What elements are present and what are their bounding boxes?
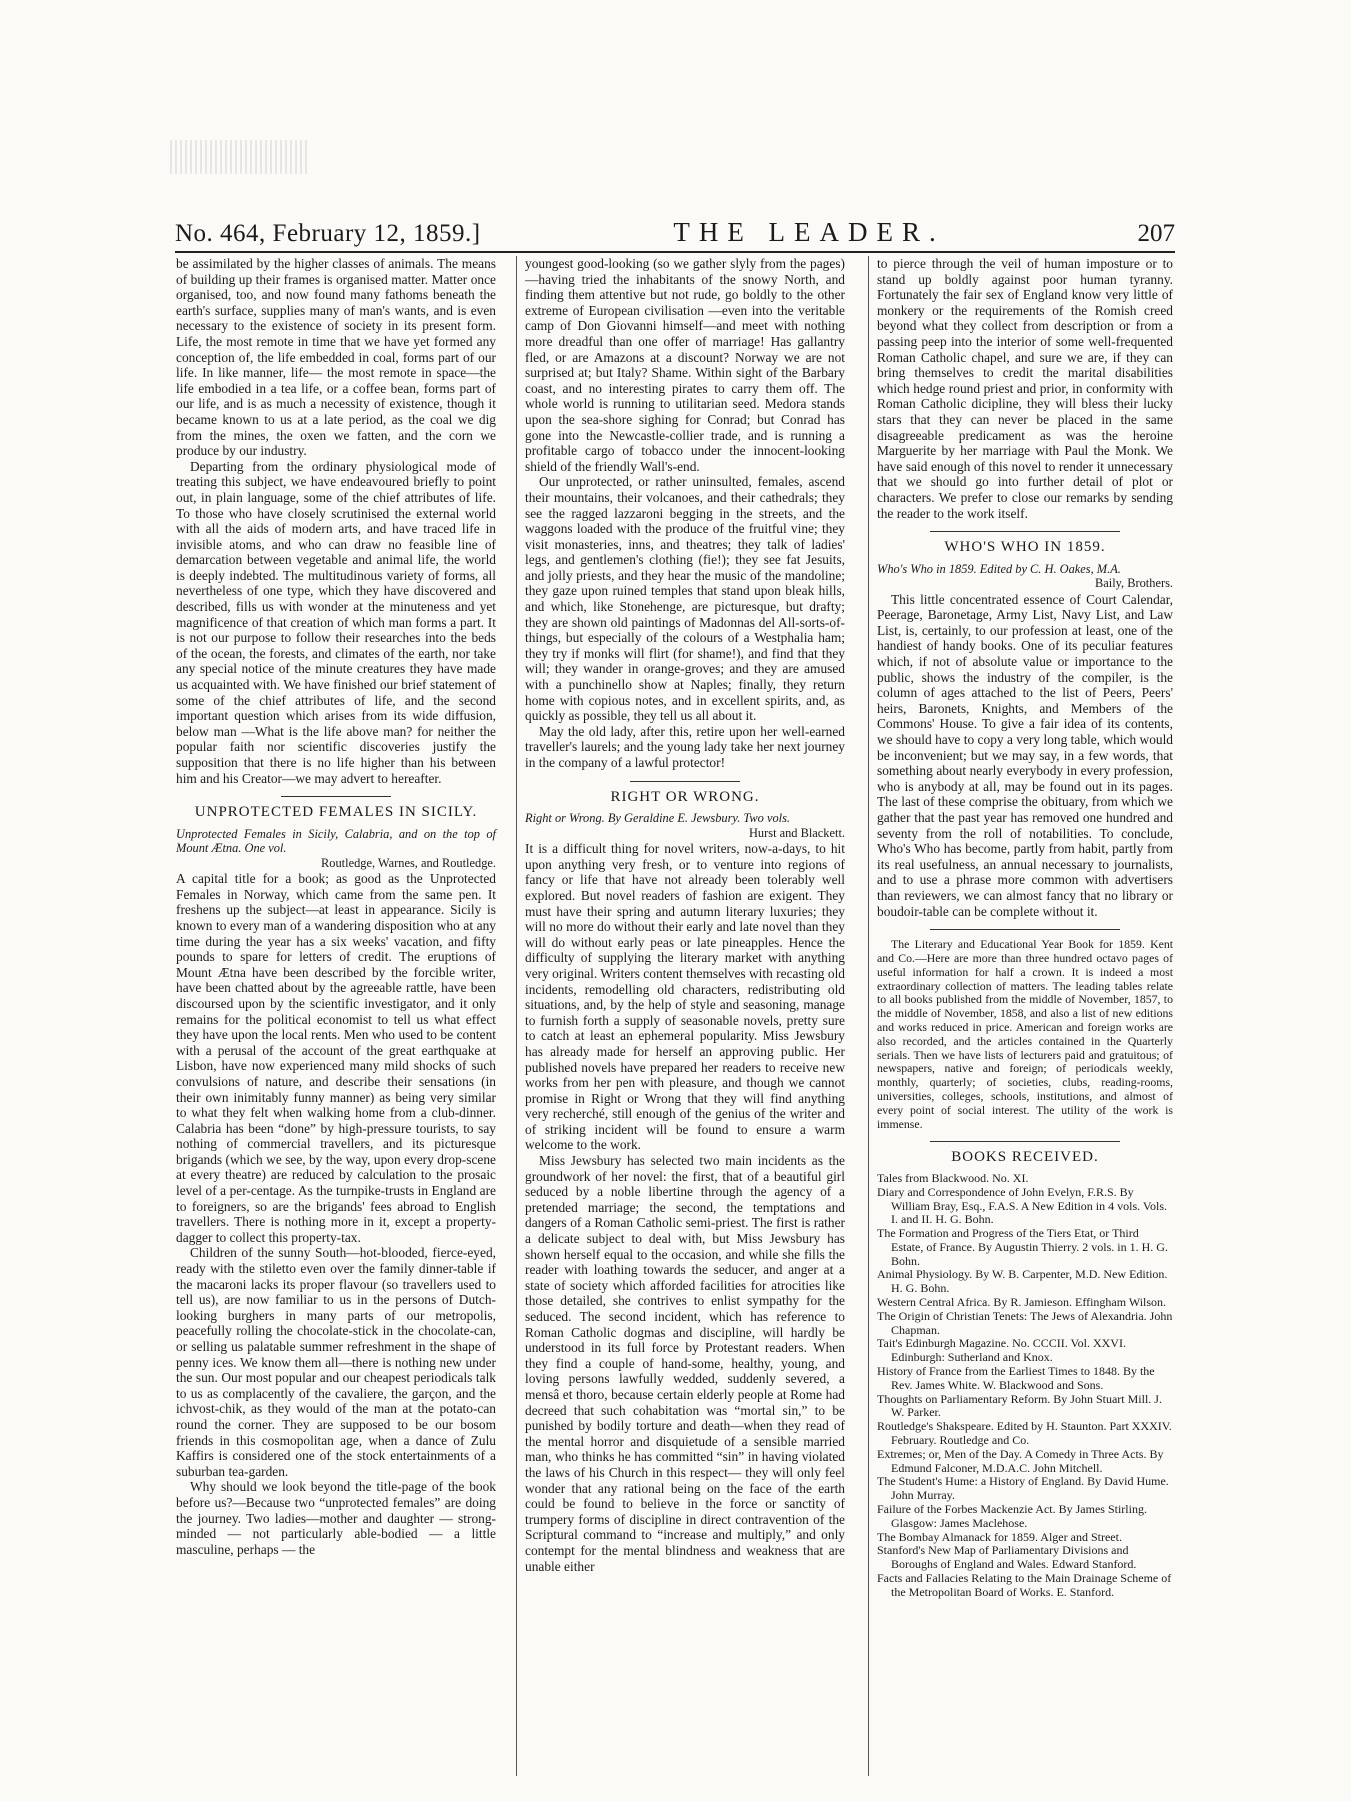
book-entry: The Formation and Progress of the Tiers Etat, or Third Estate, of France. By Augustin Thierry. 2 vols. in 1. H. G. Bohn.: [877, 1226, 1168, 1268]
paragraph: youngest good-looking (so we gather slyly from the pages)—having tried the inhabitants of the snowy North, and finding them attentive but not rude, go boldly to the other extreme of European civilisation —even into the veritable camp of Don Giovanni himself—and meet with nothing more dreadful than one offer of marriage! Has gallantry fled, or are Amazons at a discount? Norway we are not surprised at; but Italy? Shame. Within sight of the Barbary coast, and no interesting pirates to carry them off. The whole world is running to utilitarian seed. Medora stands upon the sea-shore sighing for Conrad; but Conrad has gone into the Newcastle-collier trade, and is running a profitable cargo of tobacco under the innocent-looking shield of the friendly Wall's-end.: [525, 256, 845, 474]
issue-date: No. 464, February 12, 1859.]: [175, 220, 481, 247]
column-divider: [516, 256, 517, 1776]
paragraph: Miss Jewsbury has selected two main incidents as the groundwork of her novel: the first, that of a beautiful girl seduced by a noble libertine through the agency of a pretended marriage; the second, the temptations and dangers of a Roman Catholic semi-priest. The first is rather a delicate subject to deal with, but Miss Jewsbury has shown herself equal to the occasion, and while she fills the reader with loathing towards the seducer, and anger at a state of society which afforded facilities for atrocities like those detailed, she contrives to enlist sympathy for the seduced. The second incident, which has reference to Roman Catholic dogmas and discipline, will hardly be understood in its full force by Protestant readers. When they find a couple of hand-some, healthy, young, and loving persons lawfully wedded, suddenly severed, a mensâ et thoro, because certain elderly people at Rome had decreed that such cohabitation was “mortal sin,” to be punished by bodily torture and death—when they read of the mental horror and disquietude of a sensible married man, who thinks he has committed “sin” in having violated the laws of his Church in this respect— they will only feel wonder that any rational being on the face of the earth could be found to believe in the force or sanctity of trumpery forms of discipline in direct contravention of the Scriptural command to “increase and multiply,” and only contempt for the mental blindness and weakness that are unable either: [525, 1153, 845, 1574]
paragraph: Why should we look beyond the title-page of the book before us?—Because two “unprotected females” are doing the journey. Two ladies—mother and daughter — strong-minded — not particularly able-bodied — a little masculine, perhaps — the: [176, 1479, 496, 1557]
book-entry: Tait's Edinburgh Magazine. No. CCCII. Vol. XXVI. Edinburgh: Sutherland and Knox.: [877, 1336, 1126, 1365]
column-1: [176, 256, 496, 1557]
section-rule: [630, 781, 740, 782]
book-entry: Extremes; or, Men of the Day. A Comedy in Three Acts. By Edmund Falconer, M.D.A.C. John Mitchell.: [877, 1446, 1164, 1475]
publisher: Routledge, Warnes, and Routledge.: [321, 855, 496, 870]
book-entry: Diary and Correspondence of John Evelyn, F.R.S. By William Bray, Esq., F.A.S. A New Edition in 4 vols. Vols. I. and II. H. G. Bohn.: [877, 1184, 1168, 1227]
book-reference: Who's Who in 1859. Edited by C. H. Oakes, M.A.: [877, 561, 1121, 576]
book-entry: The Student's Hume: a History of England. By David Hume. John Murray.: [877, 1474, 1169, 1503]
book-entry: Animal Physiology. By W. B. Carpenter, M.D. New Edition. H. G. Bohn.: [877, 1267, 1168, 1296]
book-reference: Right or Wrong. By Geraldine E. Jewsbury. Two vols.: [525, 811, 790, 826]
article-heading: UNPROTECTED FEMALES IN SICILY.: [194, 804, 478, 821]
paragraph: to pierce through the veil of human imposture or to stand up boldly against poor human tyranny. Fortunately the fair sex of England know very little of monkery or the requirements of the Romish creed beyond what they collect from description or from a passing peep into the interior of some well-frequented Roman Catholic chapel, and sure we are, if they can bring themselves to credit the marital disabilities which hedge round priest and prior, in conformity with Roman Catholic dicipline, they will bless their lucky stars that they can never be placed in the same disagreeable predicament as was the heroine Marguerite by her marriage with Paul the Monk. We have said enough of this novel to render it unnecessary that we should go into further detail of plot or characters. We prefer to close our remarks by sending the reader to the work itself.: [877, 256, 1173, 521]
masthead: [175, 210, 1175, 248]
paragraph: The Literary and Educational Year Book for 1859. Kent and Co.—Here are more than three hundred octavo pages of useful information for half a crown. It is indeed a most extraordinary collection of matters. The leading tables relate to all books published from the middle of November, 1857, to the middle of November, 1858, and also a list of new editions and works reduced in price. American and foreign works are also recorded, and the articles contained in the Quarterly serials. Then we have lists of lecturers paid and gratuitous; of newspapers, native and foreign; of periodicals weekly, monthly, quarterly; of societies, clubs, reading-rooms, universities, colleges, schools, institutions, and almost of every point of social interest. The utility of the work is immense.: [877, 937, 1173, 1131]
book-entry: Facts and Fallacies Relating to the Main Drainage Scheme of the Metropolitan Board of Works. E. Stanford.: [877, 1571, 1172, 1599]
book-entry: Thoughts on Parliamentary Reform. By John Stuart Mill. J. W. Parker.: [877, 1391, 1162, 1420]
book-entry: Failure of the Forbes Mackenzie Act. By James Stirling. Glasgow: James Maclehose.: [877, 1502, 1147, 1530]
section-rule: [281, 796, 391, 797]
paragraph: It is a difficult thing for novel writers, now-a-days, to hit upon anything very fresh, or to venture into regions of fancy or life that have not already been tolerably well explored. But novel readers of fashion are exigent. They must have their spring and autumn literary luxuries; they will no more do without their early and late novel than they will do without early peas or late pineapples. Hence the difficulty of supplying the literary market with anything very original. Writers content themselves with recasting old incidents, remodelling old characters, redistributing old situations, and, by the help of style and seasoning, manage to furnish forth a supply of seasonable novels, pretty sure to catch at least an ephemeral popularity. Miss Jewsbury has already made for herself an approving public. Her published novels have prepared her readers to receive new works from her pen with pleasure, and though we cannot promise in Right or Wrong that they will find anything very recherché, still enough of the genius of the writer and of striking incident will be found to ensure a warm welcome to the work.: [525, 841, 845, 1153]
book-entry: Routledge's Shakspeare. Edited by H. Staunton. Part XXXIV. February. Routledge and Co.: [877, 1419, 1172, 1448]
paragraph: Children of the sunny South—hot-blooded, fierce-eyed, ready with the stiletto even over the family dinner-table if the macaroni lacks its proper flavour (so travellers used to tell us), are now familiar to us in the persons of Dutch-looking burghers in many parts of our metropolis, peacefully rolling the chocolate-stick in the chocolate-can, or selling us palatable summer refreshment in the shape of penny ices. We know them all—there is nothing new under the sun. Our most popular and our cheapest periodicals talk to us as complacently of the cavaliere, the garçon, and the ichvost-chik, as they would of the man at the potato-can round the corner. They are supposed to be our bosom friends in this cosmopolitan age, when a dance of Zulu Kaffirs is considered one of the stock entertainments of a suburban tea-garden.: [176, 1245, 496, 1479]
books-received-heading: BOOKS RECEIVED.: [951, 1149, 1099, 1166]
paragraph: A capital title for a book; as good as the Unprotected Females in Norway, which came from the same pen. It freshens up the subject—at least in appearance. Sicily is known to every man of a wandering disposition who at any time during the year has a six weeks' vacation, and fifty pounds to spare for letters of credit. The eruptions of Mount Ætna have been described by the forcible writer, have been chatted about by the agreeable rattle, have been discoursed upon by the scientific investigator, and it only remains for the political economist to tell us what effect they have upon the local rents. Men who used to be content with a perusal of the account of the great earthquake at Lisbon, have now experienced many mild shocks of such convulsions of nature, and describe their sensations (in their own inimitably funny manner) as being very similar to what they felt when walking home from a club-dinner. Calabria has been “done” by high-pressure tourists, to say nothing of commercial travellers, and its picturesque brigands (which we see, by the way, upon every drop-scene at every theatre) are reduced by calculation to the prosaic level of a per-centage. As the turnpike-trusts in England are to foreigners, so are the brigands' fees abroad to English travellers. There is nothing more in it, except a property-dagger to collect this property-tax.: [176, 871, 496, 1245]
section-rule: [930, 531, 1120, 532]
book-entry: Western Central Africa. By R. Jamieson. Effingham Wilson.: [877, 1295, 1167, 1310]
paragraph: May the old lady, after this, retire upon her well-earned traveller's laurels; and the young lady take her next journey in the company of a lawful protector!: [525, 723, 845, 770]
paragraph: be assimilated by the higher classes of animals. The means of building up their frames is organised matter. Matter once organised, too, and now found many fathoms beneath the earth's surface, supplies many of man's wants, and is even necessary to the existence of society in its present form. Life, the most remote in time that we have yet formed any conception of, the life embedded in coal, forms part of our life. In like manner, life— the most remote in space—the life embodied in a tea life, or a coffee bean, forms part of our life, and is as much a necessity of existence, though it became known to us at a late period, as the coal we dig from the mines, the oxen we fatten, and the corn we produce by our industry.: [176, 256, 496, 459]
column-divider: [868, 256, 869, 1776]
books-received-list: [877, 1172, 1173, 1600]
article-heading: RIGHT OR WRONG.: [610, 788, 760, 805]
column-3: [877, 256, 1173, 1600]
section-rule: [930, 1141, 1120, 1142]
page-number: 207: [1137, 220, 1175, 247]
paragraph: Departing from the ordinary physiological mode of treating this subject, we have endeavoured briefly to point out, in plain language, some of the chief attributes of life. To those who have closely scrutinised the external world with all the aids of modern arts, and have traced life in invisible atoms, and who can draw no feasible line of demarcation between vegetable and animal life, the world is deeply indebted. The multitudinous variety of forms, all nevertheless of one type, which they have discovered and described, fills us with wonder at the minuteness and yet magnificence of that creation of which man forms a part. It is not our purpose to follow their researches into the beds of the ocean, the forests, and climates of the earth, nor take any special notice of the minute creatures they have made us acquainted with. We have finished our brief statement of some of the chief attributes of life, and the second important question which arises from its wide diffusion, below man —What is the life above man? for neither the popular faith nor scientific discoveries justify the supposition that there is no life higher than his between him and his Creator—we may advert to hereafter.: [176, 458, 496, 786]
book-reference: Unprotected Females in Sicily, Calabria, and on the top of Mount Ætna. One vol.: [176, 826, 496, 856]
book-entry: The Bombay Almanack for 1859. Alger and Street.: [877, 1529, 1122, 1544]
book-entry: Tales from Blackwood. No. XI.: [877, 1170, 1029, 1185]
book-entry: The Origin of Christian Tenets: The Jews of Alexandria. John Chapman.: [877, 1308, 1173, 1337]
book-entry: History of France from the Earliest Times to 1848. By the Rev. James White. W. Blackwood and Sons.: [877, 1364, 1155, 1392]
paragraph: Our unprotected, or rather uninsulted, females, ascend their mountains, their volcanoes, and their cathedrals; they see the ragged lazzaroni begging in the streets, and the waggons loaded with the produce of the fruitful vine; they visit monasteries, inns, and theatres; they talk of ladies' legs, and gentlemen's clothing (fie!); they see fat Jesuits, and jolly priests, and they hear the music of the mandoline; they gaze upon ruined temples that stand upon bleak hills, and which, like Stonehenge, are picturesque, but drafty; they are shown old paintings of Madonnas del All-sorts-of-things, but especially of the colours of a Westphalia ham; they try if monks will flirt (for shame!), and find that they will; they wander in orange-groves; and they are amused with a punchinello show at Naples; finally, they return home with copious notes, and in excellent spirits, and, as quickly as possible, they tell us all about it.: [525, 474, 845, 724]
masthead-rule: [175, 251, 1175, 253]
book-entry: Stanford's New Map of Parliamentary Divisions and Boroughs of England and Wales. Edward Stanford.: [877, 1543, 1137, 1572]
publisher: Baily, Brothers.: [1094, 576, 1173, 591]
newspaper-title: THE LEADER.: [673, 217, 945, 247]
section-rule: [930, 929, 1120, 930]
article-heading: WHO'S WHO IN 1859.: [944, 539, 1106, 556]
column-2: [525, 256, 845, 1574]
paragraph: This little concentrated essence of Court Calendar, Peerage, Baronetage, Army List, Navy List, and Law List, is, certainly, to our profession at least, one of the handiest of handy books. One of its peculiar features which, if not of absolute value or importance to the public, shows the industry of the compiler, is the column of ages attached to the list of Peers, Peers' heirs, Baronets, Knights, and Members of the Commons' House. To give a fair idea of its contents, we should have to copy a very long table, which would be inconvenient; but we may say, in a few words, that something about nearly everybody in every profession, who is anybody at all, may be found out in its pages. The last of these comprise the obituary, from which we gather that the past year has removed one hundred and seventy from the roll of notabilities. To conclude, Who's Who has become, partly from habit, partly from its real usefulness, an annual necessary to journalists, and to use a phrase more common with advertisers than reviewers, we can almost fancy that no library or boudoir-table can be complete without it.: [877, 591, 1173, 919]
publisher: Hurst and Blackett.: [748, 825, 845, 840]
scan-smudge: [170, 140, 310, 174]
